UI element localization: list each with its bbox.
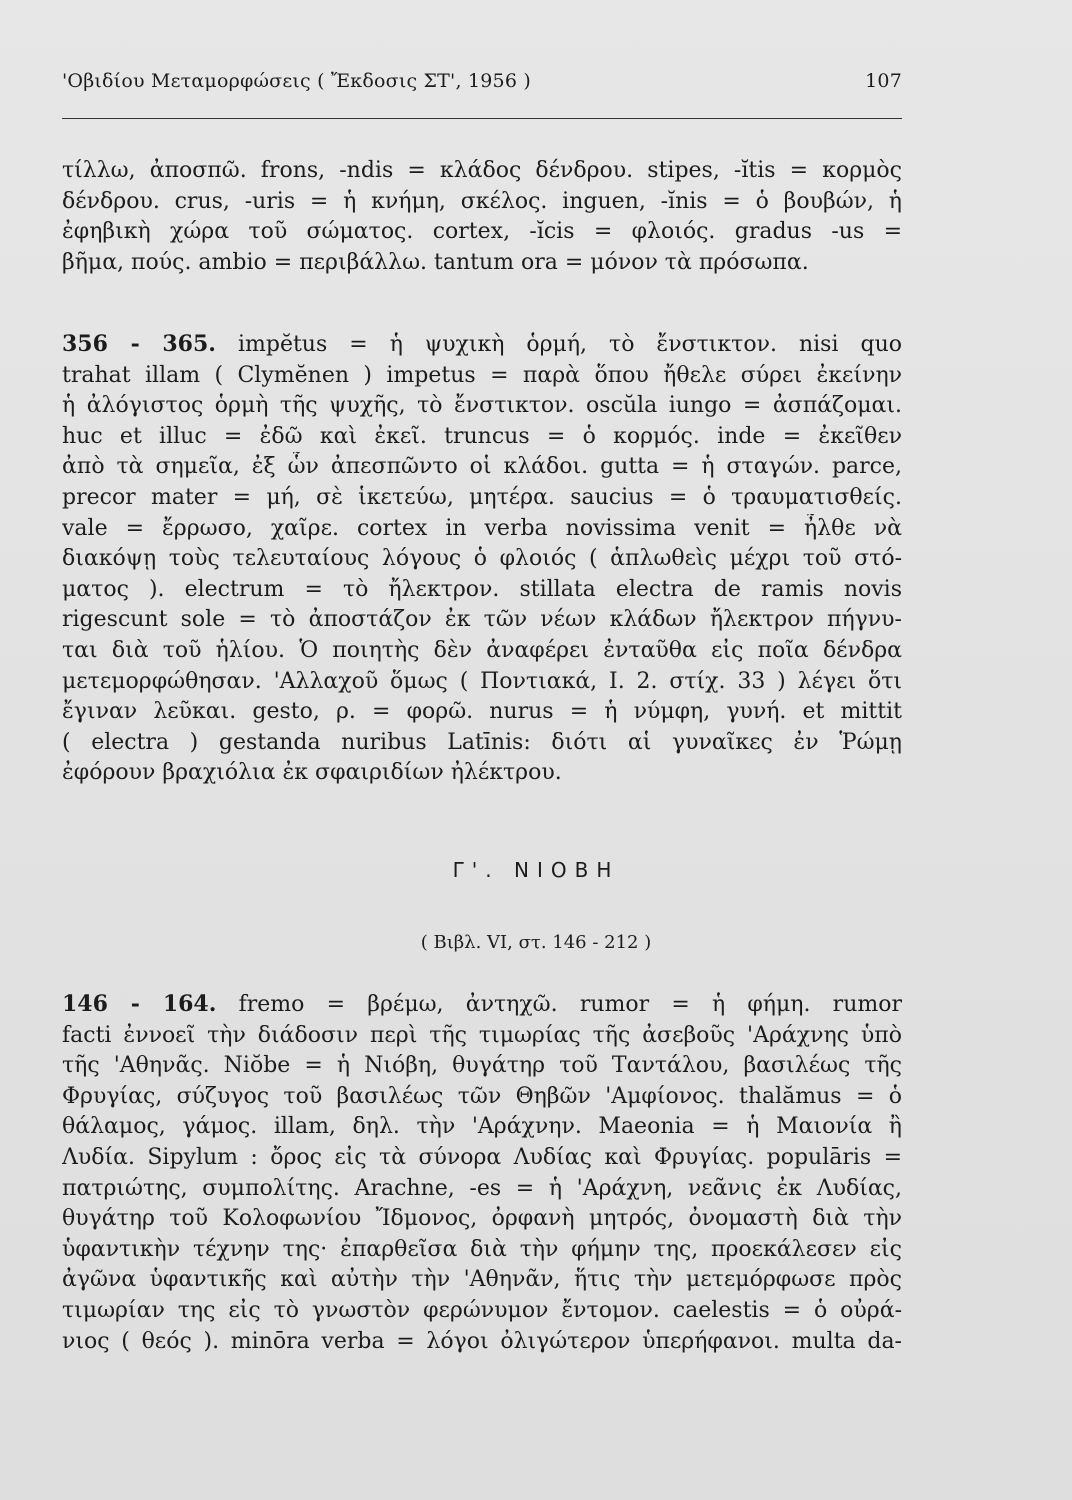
text-line: ἀγῶνα ὑφαντικῆς καὶ αὐτὴν τὴν 'Αθηνᾶν, ἥτις τὴν μετεμόρφωσε πρὸς — [62, 1267, 902, 1293]
text-line: Φρυγίας, σύζυγος τοῦ βασιλέως τῶν Θηβῶν 'Αμφίονος. thalămus = ὁ — [62, 1083, 902, 1109]
text-line: τίλλω, ἀποσπῶ. frons, -ndis = κλάδος δένδρου. stipes, -ĭtis = κορμὸς — [62, 158, 902, 183]
header-rule — [62, 118, 902, 119]
text-line: ( electra ) gestanda nuribus Latīnis: διότι αἱ γυναῖκες ἐν Ῥώμῃ — [62, 729, 902, 755]
text-line — [62, 989, 902, 1021]
commentary-block-146-164 — [62, 989, 902, 1357]
commentary-block-1 — [62, 156, 902, 278]
running-head-title: 'Οβιδίου Μεταμορφώσεις ( Ἔκδοσις ΣΤ', 1956 ) — [62, 70, 531, 92]
text-line: θυγάτηρ τοῦ Κολοφωνίου Ἴδμονος, ὀρφανὴ μητρός, ὀνομαστὴ διὰ τὴν — [62, 1206, 902, 1232]
text-line: βῆμα, πούς. ambio = περιβάλλω. tantum ora = μόνον τὰ πρόσωπα. — [62, 249, 809, 275]
text-line: rigescunt sole = τὸ ἀποστάζον ἐκ τῶν νέων κλάδων ἤλεκτρον πήγνυ- — [62, 607, 902, 633]
commentary-block-356-365 — [62, 329, 902, 789]
section-title: Γ'. ΝΙΟΒΗ — [452, 858, 620, 882]
text-line: huc et illuc = ἐδῶ καὶ ἐκεῖ. truncus = ὁ κορμός. inde = ἐκεῖθεν — [62, 423, 902, 449]
text-line: δένδρου. crus, -uris = ἡ κνήμη, σκέλος. inguen, -ĭnis = ὁ βουβών, ἡ — [62, 188, 902, 214]
text-line-rest: fremo = βρέμω, ἀντηχῶ. rumor = ἡ φήμη. rumor — [216, 992, 902, 1017]
text-line: τιμωρίαν της εἰς τὸ γνωστὸν φερώνυμον ἔντομον. caelestis = ὁ οὐρά- — [62, 1297, 902, 1323]
text-line: νιος ( θεός ). minōra verba = λόγοι ὀλιγώτερον ὑπερήφανοι. multa da- — [62, 1328, 902, 1354]
text-line — [62, 329, 902, 361]
text-line: vale = ἔρρωσο, χαῖρε. cortex in verba novissima venit = ἦλθε νὰ — [62, 515, 902, 541]
text-line: precor mater = μή, σὲ ἱκετεύω, μητέρα. saucius = ὁ τραυματισθείς. — [62, 484, 902, 510]
text-line: ἡ ἀλόγιστος ὁρμὴ τῆς ψυχῆς, τὸ ἔνστικτον. oscŭla iungo = ἀσπάζομαι. — [62, 393, 902, 419]
text-line: ἔγιναν λεῦκαι. gesto, ρ. = φορῶ. nurus = ἡ νύμφη, γυνή. et mittit — [62, 699, 902, 725]
text-line: μετεμορφώθησαν. 'Αλλαχοῦ ὅμως ( Ποντιακά, I. 2. στίχ. 33 ) λέγει ὅτι — [62, 668, 902, 694]
text-line: πατριώτης, συμπολίτης. Arachne, -es = ἡ 'Αράχνη, νεᾶνις ἐκ Λυδίας, — [62, 1175, 902, 1201]
text-line: διακόψῃ τοὺς τελευταίους λόγους ὁ φλοιός ( ἁπλωθεὶς μέχρι τοῦ στό- — [62, 546, 902, 572]
text-line: ἀπὸ τὰ σημεῖα, ἐξ ὧν ἀπεσπῶντο οἱ κλάδοι. gutta = ἡ σταγών. parce, — [62, 454, 902, 480]
text-line: ματος ). electrum = τὸ ἤλεκτρον. stillata electra de ramis novis — [62, 576, 902, 602]
verse-range: 356 - 365. — [62, 331, 216, 357]
text-line: ται διὰ τοῦ ἡλίου. Ὁ ποιητὴς δὲν ἀναφέρει ἐνταῦθα εἰς ποῖα δένδρα — [62, 637, 902, 663]
text-line: ἐφηβικὴ χώρα τοῦ σώματος. cortex, -ĭcis = φλοιός. gradus -us = — [62, 219, 902, 245]
text-line-rest: impĕtus = ἡ ψυχικὴ ὁρμή, τὸ ἔνστικτον. nisi quo — [215, 332, 902, 357]
text-line: trahat illam ( Clymĕnen ) impetus = παρὰ ὅπου ἤθελε σύρει ἐκείνην — [62, 362, 902, 388]
running-head — [62, 70, 902, 92]
section-subtitle: ( Βιβλ. VI, στ. 146 - 212 ) — [420, 932, 652, 953]
text-line: Λυδία. Sipylum : ὄρος εἰς τὰ σύνορα Λυδίας καὶ Φρυγίας. populāris = — [62, 1144, 902, 1170]
page-number: 107 — [865, 70, 902, 92]
text-line: θάλαμος, γάμος. illam, δηλ. τὴν 'Αράχνην. Maeonia = ἡ Μαιονία ἢ — [62, 1114, 902, 1140]
text-line: ὑφαντικὴν τέχνην της· ἐπαρθεῖσα διὰ τὴν φήμην της, προεκάλεσεν εἰς — [62, 1236, 902, 1262]
text-line: ἐφόρουν βραχιόλια ἐκ σφαιριδίων ἠλέκτρου. — [62, 760, 562, 786]
text-line: τῆς 'Αθηνᾶς. Niŏbe = ἡ Νιόβη, θυγάτηρ τοῦ Ταντάλου, βασιλέως τῆς — [62, 1053, 902, 1079]
text-line: facti ἐννοεῖ τὴν διάδοσιν περὶ τῆς τιμωρίας τῆς ἀσεβοῦς 'Αράχνης ὑπὸ — [62, 1022, 902, 1048]
verse-range: 146 - 164. — [62, 991, 217, 1017]
